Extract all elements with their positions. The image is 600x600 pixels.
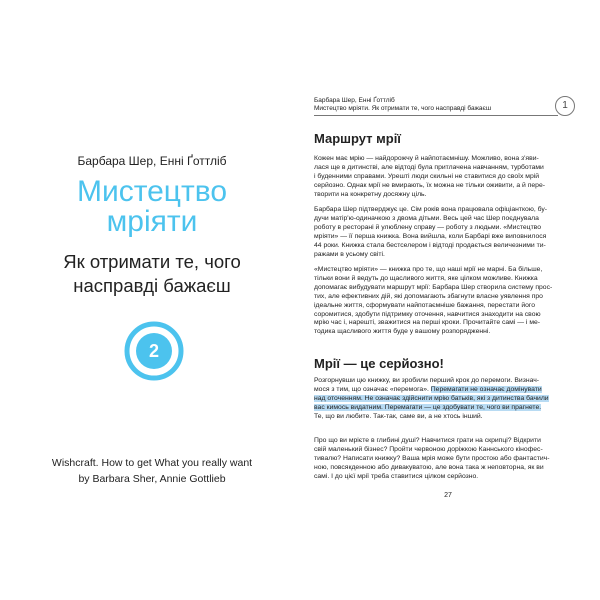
paragraph-1 xyxy=(314,155,576,200)
text-line: і буденними справами. Урешті люди скильні не ставитися до своїх мрій xyxy=(314,172,540,180)
text-line: роботу в ресторані й улюблену справу — роботу з людьми. «Мистецтво xyxy=(314,223,541,231)
original-title xyxy=(4,455,300,487)
text-line: Про що ви мрієте в глибині душі? Навчитися грати на скрипці? Відкрити xyxy=(314,437,541,444)
highlighted-text: над оточенням. Не означає здійснити мрію батьків, які з дитинства бачили xyxy=(314,394,549,402)
running-head xyxy=(314,97,554,113)
running-head-line: Барбара Шер, Енні Ґоттліб xyxy=(314,97,395,104)
original-title-line: Wishcraft. How to get What you really want xyxy=(51,457,253,469)
cover-title xyxy=(4,177,300,237)
paragraph-3 xyxy=(314,266,576,337)
page-number: 27 xyxy=(444,492,452,499)
text-line: серйозно. Однак мрії не вмирають, їх можна не тільки оживити, а й пере- xyxy=(314,181,546,189)
text-line: тодика щасливого життя буде у вашому розпорядженні. xyxy=(314,328,491,336)
logo-number: 2 xyxy=(148,341,160,361)
text-line: тивалю? Написати книжку? Ваша мрія може бути простою або фантастич- xyxy=(314,454,550,462)
cover-title-line: Мистецтво xyxy=(76,175,228,208)
header-divider xyxy=(314,115,558,116)
text-line: ражами в усьому світі. xyxy=(314,250,385,258)
cover-title-line: мріяти xyxy=(106,205,198,238)
text-line: 44 роки. Книжка стала бестселером і відтоді продається величезними ти- xyxy=(314,241,546,249)
text-line xyxy=(314,386,576,395)
text-segment: мося з тим, що означає «перемога». xyxy=(314,385,431,393)
text-line: лася ще в дитинстві, але відтоді була притлачена навчанням, турботами xyxy=(314,163,544,171)
cover-authors: Барбара Шер, Енні Ґоттліб xyxy=(77,154,227,168)
running-head-line: Мистецтво мріяти. Як отримати те, чого насправді бажаєш xyxy=(314,105,492,112)
paragraph-4 xyxy=(314,377,576,422)
target-logo-icon xyxy=(124,321,184,381)
cover-subtitle-line: Як отримати те, чого xyxy=(63,251,241,272)
section-title-serious: Мрії — це серйозно! xyxy=(314,356,444,371)
text-line: тільки вони й ведуть до щасливого життя, яке цілком можливе. Книжка xyxy=(314,274,538,282)
section-title-route: Маршрут мрії xyxy=(314,131,401,146)
text-line: Розгорнувши цю книжку, ви зробили перший крок до перемоги. Визнач- xyxy=(314,377,540,384)
text-line: ідеальне життя, сформувати найпотаємніше бажання, перестати його xyxy=(314,301,536,309)
text-line: самі. І до цієї мрії треба ставитися цілком серйозно. xyxy=(314,472,479,480)
text-line: Те, що ви любите. Так-так, саме ви, а не хтось інший. xyxy=(314,412,483,420)
text-line: соромитися, здобути підтримку оточення, навчитися знаходити на свою xyxy=(314,310,541,318)
text-line: мрію час і, нарешті, зважитися на перші кроки. Прочитайте самі — і ме- xyxy=(314,319,541,327)
left-page xyxy=(4,80,300,512)
text-line: творити на конкретну досяжну ціль. xyxy=(314,190,427,198)
text-line: тих, але ефективних дій, які допомагають збагнути власне уявлення про xyxy=(314,292,543,300)
highlighted-text: вас кимось видатним. Перемагати — це здобувати те, чого ви прагнете. xyxy=(314,403,542,411)
chapter-number-badge: 1 xyxy=(555,96,575,116)
text-line: дучи матір'ю-одиначкою з двома дітьми. Весь цей час Шер поєднувала xyxy=(314,214,539,222)
paragraph-5 xyxy=(314,437,576,482)
text-line: свій маленький бізнес? Пройти червоною доріжкою Каннського кінофес- xyxy=(314,445,543,453)
text-line: мріяти» — її перша книжка. Вона вийшла, коли Барбарі вже виповнилося xyxy=(314,232,547,240)
text-line: допомагає вибудувати маршрут мрії: Барбара Шер створила систему прос- xyxy=(314,283,553,291)
text-line: Кожен має мрію — найдорожчу й найпотаємнішу. Можливо, вона з'яви- xyxy=(314,155,539,162)
cover-subtitle-line: насправді бажаєш xyxy=(73,275,231,296)
right-page xyxy=(300,80,596,512)
original-title-line: by Barbara Sher, Annie Gottlieb xyxy=(78,473,226,485)
text-line xyxy=(314,395,576,404)
paragraph-2 xyxy=(314,206,576,259)
text-line: ною, повсякденною або дивакуватою, але вона така ж неповторна, як ви xyxy=(314,463,544,471)
text-line: «Мистецтво мріяти» — книжка про те, що наші мрії не марні. Ба більше, xyxy=(314,266,543,273)
text-line: Барбара Шер підтверджує це. Сім років вона працювала офіціанткою, бу- xyxy=(314,206,548,213)
cover-subtitle xyxy=(4,250,300,298)
text-line xyxy=(314,404,576,413)
highlighted-text: Перемагати не означає домінувати xyxy=(430,385,542,393)
